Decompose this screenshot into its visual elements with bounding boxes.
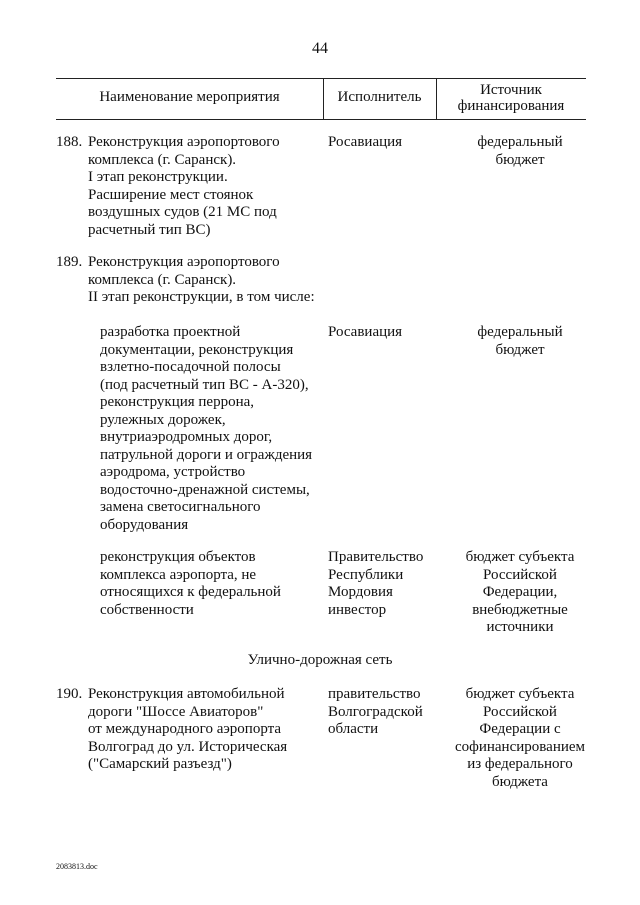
name-line: замена светосигнального bbox=[100, 499, 261, 515]
executor-line: Росавиация bbox=[328, 324, 403, 340]
name-line: документации, реконструкция bbox=[100, 341, 294, 358]
header-rule-bottom bbox=[56, 119, 586, 120]
funding-line: софинансированием bbox=[454, 738, 586, 755]
executor-line: области bbox=[328, 721, 379, 737]
name-line: относящихся к федеральной bbox=[100, 584, 281, 600]
row-number: 189. bbox=[56, 254, 83, 270]
subrow-executor bbox=[328, 324, 446, 342]
row-funding bbox=[450, 686, 590, 791]
funding-line: бюджет bbox=[495, 341, 545, 358]
name-line: внутриаэродромных дорог, bbox=[100, 429, 273, 445]
row-number: 190. bbox=[56, 686, 83, 702]
header-col-name: Наименование мероприятия bbox=[99, 89, 280, 105]
funding-line: Федерации, bbox=[482, 584, 558, 600]
name-line: I этап реконструкции. bbox=[88, 169, 228, 185]
row-name bbox=[88, 134, 323, 239]
funding-line: внебюджетные bbox=[472, 601, 568, 618]
row-funding bbox=[450, 134, 590, 169]
header-funding-line: Источник bbox=[480, 82, 542, 98]
name-line: (под расчетный тип ВС - А-320), bbox=[100, 376, 309, 393]
row-executor bbox=[328, 686, 446, 739]
header-col-funding bbox=[436, 82, 586, 114]
executor-line: Росавиация bbox=[328, 134, 403, 150]
name-line: расчетный тип ВС) bbox=[88, 221, 211, 238]
funding-line: из федерального bbox=[467, 756, 573, 772]
funding-line: федеральный bbox=[477, 324, 563, 340]
executor-line: Республики bbox=[328, 566, 404, 583]
name-line: аэродрома, устройство bbox=[100, 464, 246, 480]
row-name bbox=[88, 254, 323, 307]
name-line: собственности bbox=[100, 601, 194, 618]
name-line: реконструкция перрона, bbox=[100, 394, 255, 410]
funding-line: бюджета bbox=[492, 773, 548, 790]
subrow-name bbox=[100, 324, 322, 534]
executor-line: Волгоградской bbox=[328, 703, 423, 720]
header-col-executor: Исполнитель bbox=[337, 89, 422, 105]
name-line: II этап реконструкции, в том числе: bbox=[88, 289, 315, 305]
funding-line: федеральный bbox=[477, 134, 563, 150]
name-line: оборудования bbox=[100, 516, 189, 533]
name-line: разработка проектной bbox=[100, 324, 241, 340]
name-line: водосточно-дренажной системы, bbox=[100, 481, 310, 498]
row-number: 188. bbox=[56, 134, 83, 150]
executor-line: Правительство bbox=[328, 549, 424, 565]
page-number: 44 bbox=[312, 40, 328, 57]
name-line: воздушных судов (21 МС под bbox=[88, 204, 277, 220]
header-funding-line: финансирования bbox=[457, 98, 565, 114]
subrow-funding bbox=[450, 324, 590, 359]
name-line: ("Самарский разъезд") bbox=[88, 756, 232, 772]
funding-line: бюджет субъекта bbox=[465, 686, 575, 702]
name-line: Реконструкция аэропортового bbox=[88, 254, 280, 270]
name-line: Реконструкция автомобильной bbox=[88, 686, 285, 702]
name-line: Расширение мест стоянок bbox=[88, 186, 254, 203]
footer-filename: 2083813.doc bbox=[56, 862, 98, 871]
subrow-name bbox=[100, 549, 322, 619]
executor-line: правительство bbox=[328, 686, 421, 702]
subrow-funding bbox=[450, 549, 590, 637]
name-line: рулежных дорожек, bbox=[100, 411, 226, 428]
funding-line: Российской bbox=[483, 566, 557, 583]
funding-line: источники bbox=[486, 619, 554, 635]
name-line: реконструкция объектов bbox=[100, 549, 256, 565]
row-name bbox=[88, 686, 323, 774]
name-line: от международного аэропорта bbox=[88, 721, 282, 737]
funding-line: бюджет bbox=[495, 151, 545, 168]
funding-line: бюджет субъекта bbox=[465, 549, 575, 565]
name-line: дороги "Шоссе Авиаторов" bbox=[88, 703, 264, 720]
name-line: взлетно-посадочной полосы bbox=[100, 359, 281, 375]
name-line: Волгоград до ул. Историческая bbox=[88, 738, 288, 755]
section-title: Улично-дорожная сеть bbox=[247, 652, 393, 668]
subrow-executor bbox=[328, 549, 446, 619]
executor-line: Мордовия bbox=[328, 584, 393, 600]
name-line: комплекса (г. Саранск). bbox=[88, 271, 237, 288]
funding-line: Федерации с bbox=[479, 721, 561, 737]
row-executor bbox=[328, 134, 446, 152]
header-rule-top bbox=[56, 78, 586, 79]
name-line: комплекса аэропорта, не bbox=[100, 566, 257, 583]
name-line: патрульной дороги и ограждения bbox=[100, 446, 313, 463]
name-line: комплекса (г. Саранск). bbox=[88, 151, 237, 168]
executor-line: инвестор bbox=[328, 601, 387, 618]
funding-line: Российской bbox=[483, 703, 557, 720]
name-line: Реконструкция аэропортового bbox=[88, 134, 280, 150]
